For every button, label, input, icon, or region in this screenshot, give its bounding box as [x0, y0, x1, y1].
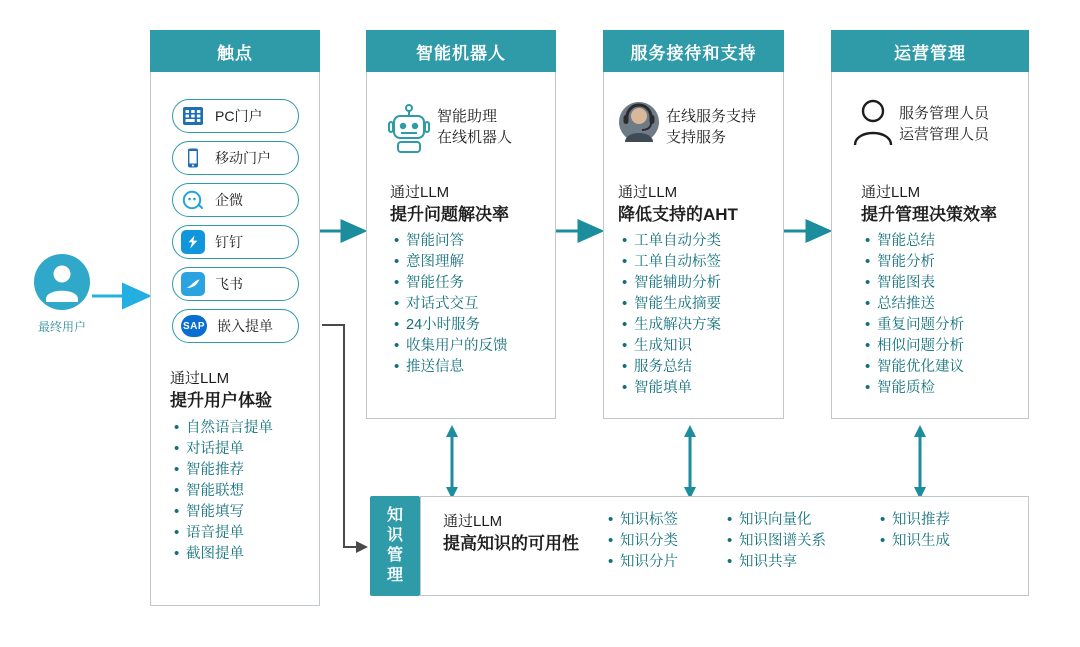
operations-bullets	[863, 231, 1033, 399]
list-item: • 知识标签	[606, 510, 726, 531]
sap-icon: SAP	[181, 315, 207, 337]
list-item: • 总结推送	[863, 294, 1033, 315]
chip-mobile-portal-label: 移动门户	[215, 150, 271, 166]
touchpoint-bullets	[172, 418, 322, 565]
chip-sap-embedded-label: 嵌入提单	[217, 318, 273, 334]
service-support-llm-block	[618, 183, 786, 227]
smart-robot-role-lines	[437, 106, 512, 148]
operations-role-lines	[899, 103, 989, 145]
robot-icon	[387, 102, 431, 156]
list-item: • 重复问题分析	[863, 315, 1033, 336]
list-item: • 智能质检	[863, 378, 1033, 399]
role-line: 运营管理人员	[899, 126, 990, 143]
list-item: • 语音提单	[172, 523, 322, 544]
column-service-support-header-label: 服务接待和支持	[630, 43, 757, 63]
chip-dingtalk[interactable]	[172, 225, 299, 259]
smart-robot-llm-prefix: 通过LLM	[390, 184, 450, 201]
list-item: • 智能填单	[620, 378, 785, 399]
pc-portal-icon	[181, 104, 205, 128]
column-touchpoint-header-label: 触点	[217, 43, 253, 63]
list-item: • 意图理解	[392, 252, 557, 273]
end-user-node	[18, 252, 106, 335]
chip-sap-embedded[interactable]	[172, 309, 299, 343]
list-item: • 智能分析	[863, 252, 1033, 273]
list-item: • 智能优化建议	[863, 357, 1033, 378]
knowledge-llm-prefix: 通过LLM	[443, 513, 503, 530]
knowledge-bullets-col-3	[878, 510, 1008, 552]
smart-robot-llm-block	[390, 183, 560, 227]
dingtalk-icon	[181, 230, 205, 254]
list-item: • 知识推荐	[878, 510, 1008, 531]
chip-feishu[interactable]	[172, 267, 299, 301]
feishu-icon	[181, 272, 205, 296]
list-item: • 智能填写	[172, 502, 322, 523]
role-line: 在线机器人	[437, 129, 513, 146]
knowledge-management-tab-label: 知识管理	[386, 507, 403, 584]
list-item: • 服务总结	[620, 357, 785, 378]
touchpoint-llm-title: 提升用户体验	[170, 391, 272, 410]
column-service-support-header	[603, 30, 784, 72]
list-item: • 知识分类	[606, 531, 726, 552]
chip-dingtalk-label: 钉钉	[215, 234, 243, 250]
list-item: • 自然语言提单	[172, 418, 322, 439]
chip-pc-portal[interactable]	[172, 99, 299, 133]
list-item: • 对话式交互	[392, 294, 557, 315]
touchpoint-llm-block	[170, 369, 320, 413]
list-item: • 推送信息	[392, 357, 557, 378]
operations-llm-title: 提升管理决策效率	[861, 205, 997, 224]
list-item: • 生成知识	[620, 336, 785, 357]
service-support-llm-title: 降低支持的AHT	[618, 205, 738, 224]
chip-wecom[interactable]	[172, 183, 299, 217]
column-touchpoint-header	[150, 30, 320, 72]
list-item: • 智能任务	[392, 273, 557, 294]
knowledge-bullets-col-2	[725, 510, 875, 573]
list-item: • 知识共享	[725, 552, 875, 573]
smart-robot-bullets	[392, 231, 557, 378]
service-support-role-lines	[666, 106, 756, 148]
list-item: • 智能图表	[863, 273, 1033, 294]
manager-person-icon	[852, 99, 894, 147]
role-line: 服务管理人员	[899, 105, 990, 122]
list-item: • 智能问答	[392, 231, 557, 252]
list-item: • 智能辅助分析	[620, 273, 785, 294]
list-item: • 智能总结	[863, 231, 1033, 252]
list-item: • 知识图谱关系	[725, 531, 875, 552]
list-item: • 对话提单	[172, 439, 322, 460]
column-operations-header	[831, 30, 1029, 72]
list-item: • 知识向量化	[725, 510, 875, 531]
knowledge-bullets-col-1	[606, 510, 726, 573]
chip-mobile-portal[interactable]	[172, 141, 299, 175]
list-item: • 知识生成	[878, 531, 1008, 552]
chip-wecom-label: 企微	[215, 192, 243, 208]
list-item: • 截图提单	[172, 544, 322, 565]
touchpoint-llm-prefix: 通过LLM	[170, 370, 230, 387]
end-user-label: 最终用户	[37, 320, 86, 334]
service-support-bullets	[620, 231, 785, 399]
user-avatar-icon	[18, 252, 106, 312]
list-item: • 智能联想	[172, 481, 322, 502]
column-smart-robot-header	[366, 30, 556, 72]
service-support-llm-prefix: 通过LLM	[618, 184, 678, 201]
list-item: • 相似问题分析	[863, 336, 1033, 357]
list-item: • 工单自动分类	[620, 231, 785, 252]
column-operations-header-label: 运营管理	[894, 43, 966, 63]
role-line: 支持服务	[666, 129, 727, 146]
operations-llm-prefix: 通过LLM	[861, 184, 921, 201]
knowledge-llm-title: 提高知识的可用性	[443, 534, 579, 553]
list-item: • 智能生成摘要	[620, 294, 785, 315]
list-item: • 知识分片	[606, 552, 726, 573]
list-item: • 24小时服务	[392, 315, 557, 336]
role-line: 智能助理	[437, 108, 498, 125]
column-smart-robot-header-label: 智能机器人	[416, 43, 506, 63]
list-item: • 智能推荐	[172, 460, 322, 481]
knowledge-management-tab	[370, 496, 420, 596]
mobile-portal-icon	[181, 146, 205, 170]
chip-feishu-label: 飞书	[215, 276, 243, 292]
list-item: • 生成解决方案	[620, 315, 785, 336]
wecom-icon	[181, 188, 205, 212]
chip-pc-portal-label: PC门户	[215, 108, 263, 124]
role-line: 在线服务支持	[666, 108, 757, 125]
list-item: • 收集用户的反馈	[392, 336, 557, 357]
agent-headset-icon	[618, 101, 660, 143]
operations-llm-block	[861, 183, 1041, 227]
knowledge-llm-block	[443, 512, 613, 556]
smart-robot-llm-title: 提升问题解决率	[390, 205, 509, 224]
list-item: • 工单自动标签	[620, 252, 785, 273]
